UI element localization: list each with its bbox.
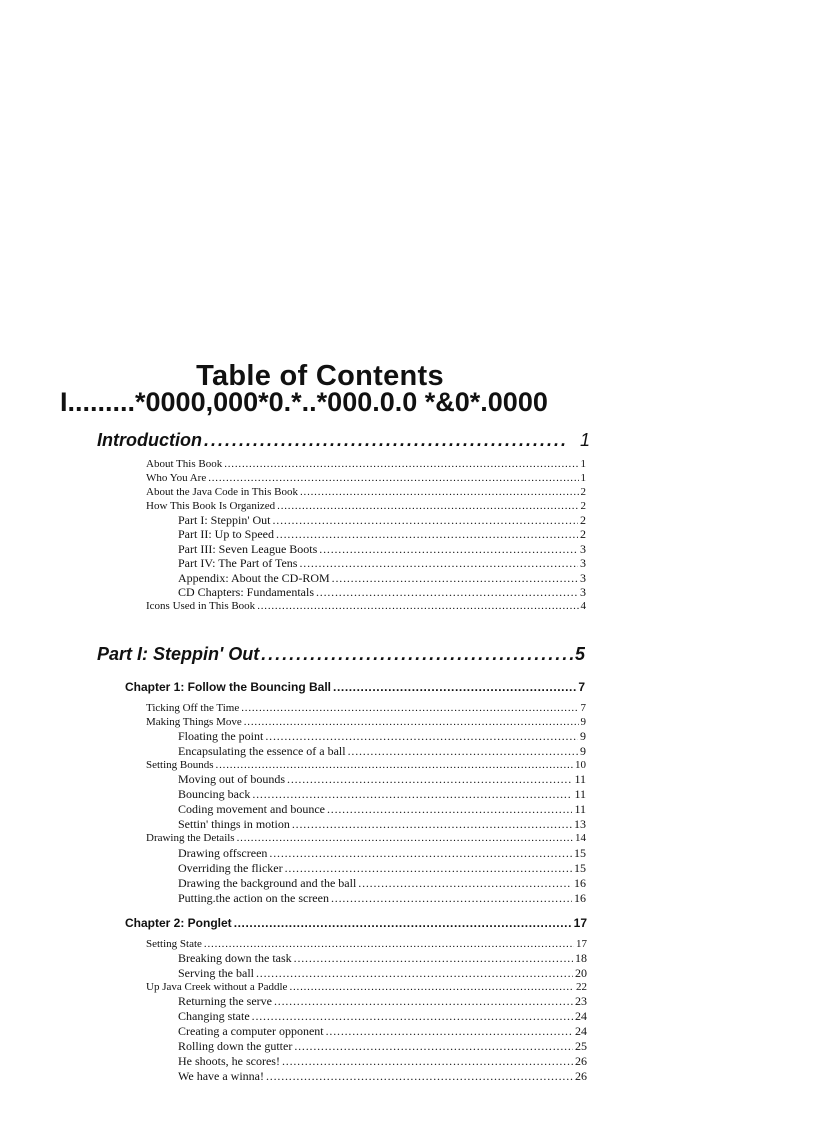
toc-leader-dots [266,1070,573,1083]
toc-part-introduction[interactable] [97,429,590,451]
toc-subsection-entry[interactable] [178,1055,587,1068]
toc-subsection-entry[interactable] [178,572,586,585]
toc-entry-label: Part II: Up to Speed [178,528,274,541]
toc-subsection-entry[interactable] [178,1025,587,1038]
toc-section-entry[interactable] [146,832,586,845]
toc-entry-page: 15 [574,862,586,875]
toc-chapter-1[interactable] [125,679,585,695]
toc-entry-page: 4 [580,600,586,612]
toc-entry-label: Chapter 2: Ponglet [125,916,232,930]
toc-leader-dots [285,862,572,875]
toc-subsection-entry[interactable] [178,745,586,758]
toc-entry-label: Ticking Off the Time [146,702,240,714]
toc-entry-page: 22 [576,981,587,993]
toc-subsection-entry[interactable] [178,730,586,743]
toc-leader-dots [269,847,572,860]
toc-entry-label: Rolling down the gutter [178,1040,293,1053]
toc-entry-page: 24 [575,1010,587,1023]
toc-entry-page: 11 [574,773,586,786]
toc-section-entry[interactable] [146,472,586,485]
toc-section-entry[interactable] [146,702,586,715]
toc-subsection-entry[interactable] [178,1040,587,1053]
toc-leader-dots [332,572,578,585]
toc-entry-label: Setting State [146,938,202,950]
toc-entry-label: Drawing offscreen [178,847,268,860]
toc-chapter-2[interactable] [125,915,587,931]
toc-entry-page: 9 [580,716,586,728]
toc-leader-dots [294,952,573,965]
toc-leader-dots [241,702,578,715]
toc-entry-label: Changing state [178,1010,250,1023]
toc-leader-dots [216,759,573,772]
toc-entry-label: Appendix: About the CD-ROM [178,572,330,585]
toc-leader-dots [204,938,574,951]
toc-leader-dots [261,643,573,665]
toc-subsection-entry[interactable] [178,543,586,556]
toc-entry-label: Bouncing back [178,788,251,801]
toc-entry-page: 9 [580,745,586,758]
toc-leader-dots [257,600,578,613]
toc-part-1[interactable] [97,643,585,665]
toc-subsection-entry[interactable] [178,1070,587,1083]
toc-entry-label: Encapsulating the essence of a ball [178,745,346,758]
toc-entry-label: Creating a computer opponent [178,1025,324,1038]
toc-entry-page: 5 [574,644,585,664]
toc-entry-label: How This Book Is Organized [146,500,276,512]
toc-entry-page: 26 [575,1070,587,1083]
toc-entry-page: 17 [576,938,587,950]
toc-entry-page: 18 [575,952,587,965]
toc-leader-dots [331,892,572,905]
toc-entry-label: About the Java Code in This Book [146,486,298,498]
toc-entry-page: 1 [580,472,586,484]
toc-entry-label: Introduction [97,430,202,450]
toc-entry-label: Part I: Steppin' Out [178,514,271,527]
toc-section-entry[interactable] [146,486,586,499]
toc-entry-page: 3 [580,557,586,570]
toc-entry-page: 26 [575,1055,587,1068]
toc-subsection-entry[interactable] [178,803,586,816]
toc-entry-page: 16 [574,877,586,890]
toc-subsection-entry[interactable] [178,586,586,599]
toc-entry-page: 3 [580,586,586,599]
garbled-heading-line: I.........*0000,000*0.*..*000.0.0 *&0*.0000 [60,387,548,417]
toc-subsection-entry[interactable] [178,1010,587,1023]
toc-leader-dots [300,486,579,499]
toc-entry-label: Part III: Seven League Boots [178,543,318,556]
toc-section-entry[interactable] [146,938,587,951]
toc-leader-dots [208,472,578,485]
toc-leader-dots [327,803,572,816]
toc-section-entry[interactable] [146,600,586,613]
toc-leader-dots [294,1040,573,1053]
toc-entry-page: 2 [580,514,586,527]
toc-entry-page: 25 [575,1040,587,1053]
toc-entry-label: Breaking down the task [178,952,292,965]
toc-entry-label: Chapter 1: Follow the Bouncing Ball [125,680,332,694]
toc-entry-label: Overriding the flicker [178,862,283,875]
toc-leader-dots [299,557,578,570]
toc-entry-page: 7 [578,680,585,694]
toc-leader-dots [326,1025,573,1038]
toc-leader-dots [287,773,572,786]
toc-entry-label: Serving the ball [178,967,254,980]
toc-subsection-entry[interactable] [178,862,586,875]
toc-entry-page: 24 [575,1025,587,1038]
toc-section-entry[interactable] [146,500,586,513]
toc-subsection-entry[interactable] [178,967,587,980]
toc-entry-label: About This Book [146,458,223,470]
toc-entry-label: Settin' things in motion [178,818,290,831]
toc-entry-label: Drawing the background and the ball [178,877,357,890]
toc-entry-label: Part IV: The Part of Tens [178,557,298,570]
toc-leader-dots [316,586,578,599]
toc-entry-page: 15 [574,847,586,860]
toc-subsection-entry[interactable] [178,788,586,801]
toc-entry-page: 23 [575,995,587,1008]
toc-leader-dots [234,915,572,931]
toc-leader-dots [256,967,573,980]
toc-entry-page: 7 [580,702,586,714]
toc-entry-label: Setting Bounds [146,759,214,771]
toc-subsection-entry[interactable] [178,877,586,890]
toc-subsection-entry[interactable] [178,892,586,905]
toc-section-entry[interactable] [146,981,587,994]
toc-entry-page: 11 [574,788,586,801]
toc-leader-dots [224,458,578,471]
toc-leader-dots [348,745,578,758]
toc-entry-label: Icons Used in This Book [146,600,256,612]
toc-entry-label: Returning the serve [178,995,272,1008]
toc-entry-page: 20 [575,967,587,980]
toc-entry-label: Drawing the Details [146,832,235,844]
toc-entry-label: Floating the point [178,730,264,743]
toc-entry-page: 13 [574,818,586,831]
toc-subsection-entry[interactable] [178,557,586,570]
toc-section-entry[interactable] [146,458,586,471]
toc-subsection-entry[interactable] [178,847,586,860]
toc-subsection-entry[interactable] [178,952,587,965]
toc-leader-dots [276,528,578,541]
toc-leader-dots [252,788,572,801]
toc-section-entry[interactable] [146,716,586,729]
toc-subsection-entry[interactable] [178,528,586,541]
toc-section-entry[interactable] [146,759,586,772]
toc-leader-dots [273,514,579,527]
toc-leader-dots [244,716,579,729]
toc-entry-page: 17 [573,916,587,930]
toc-entry-label: Making Things Move [146,716,242,728]
toc-subsection-entry[interactable] [178,818,586,831]
toc-entry-page: 14 [575,832,586,844]
toc-entry-page: 9 [580,730,586,743]
toc-leader-dots [292,818,572,831]
toc-entry-label: Putting.the action on the screen [178,892,329,905]
toc-entry-page: 1 [580,458,586,470]
toc-entry-label: He shoots, he scores! [178,1055,280,1068]
toc-entry-label: Part I: Steppin' Out [97,644,260,664]
toc-leader-dots [237,832,573,845]
toc-entry-page: 3 [580,543,586,556]
toc-entry-page: 2 [580,486,586,498]
toc-entry-page: 2 [580,528,586,541]
toc-entry-label: We have a winna! [178,1070,264,1083]
toc-leader-dots [289,981,574,994]
toc-entry-page: 1 [579,430,590,450]
toc-leader-dots [282,1055,573,1068]
toc-leader-dots [274,995,573,1008]
toc-leader-dots [277,500,578,513]
toc-leader-dots [319,543,578,556]
toc-leader-dots [358,877,572,890]
toc-entry-page: 3 [580,572,586,585]
toc-entry-page: 11 [574,803,586,816]
toc-entry-label: Up Java Creek without a Paddle [146,981,288,993]
toc-leader-dots [265,730,578,743]
toc-subsection-entry[interactable] [178,995,587,1008]
toc-subsection-entry[interactable] [178,773,586,786]
page-title: Table of Contents [196,360,444,392]
toc-leader-dots [252,1010,573,1023]
toc-entry-page: 16 [574,892,586,905]
toc-entry-label: Moving out of bounds [178,773,286,786]
toc-entry-label: CD Chapters: Fundamentals [178,586,314,599]
toc-entry-label: Who You Are [146,472,207,484]
toc-subsection-entry[interactable] [178,514,586,527]
toc-entry-page: 10 [575,759,586,771]
toc-leader-dots [333,679,576,695]
toc-leader-dots [204,429,568,451]
toc-entry-page: 2 [580,500,586,512]
toc-entry-label: Coding movement and bounce [178,803,325,816]
